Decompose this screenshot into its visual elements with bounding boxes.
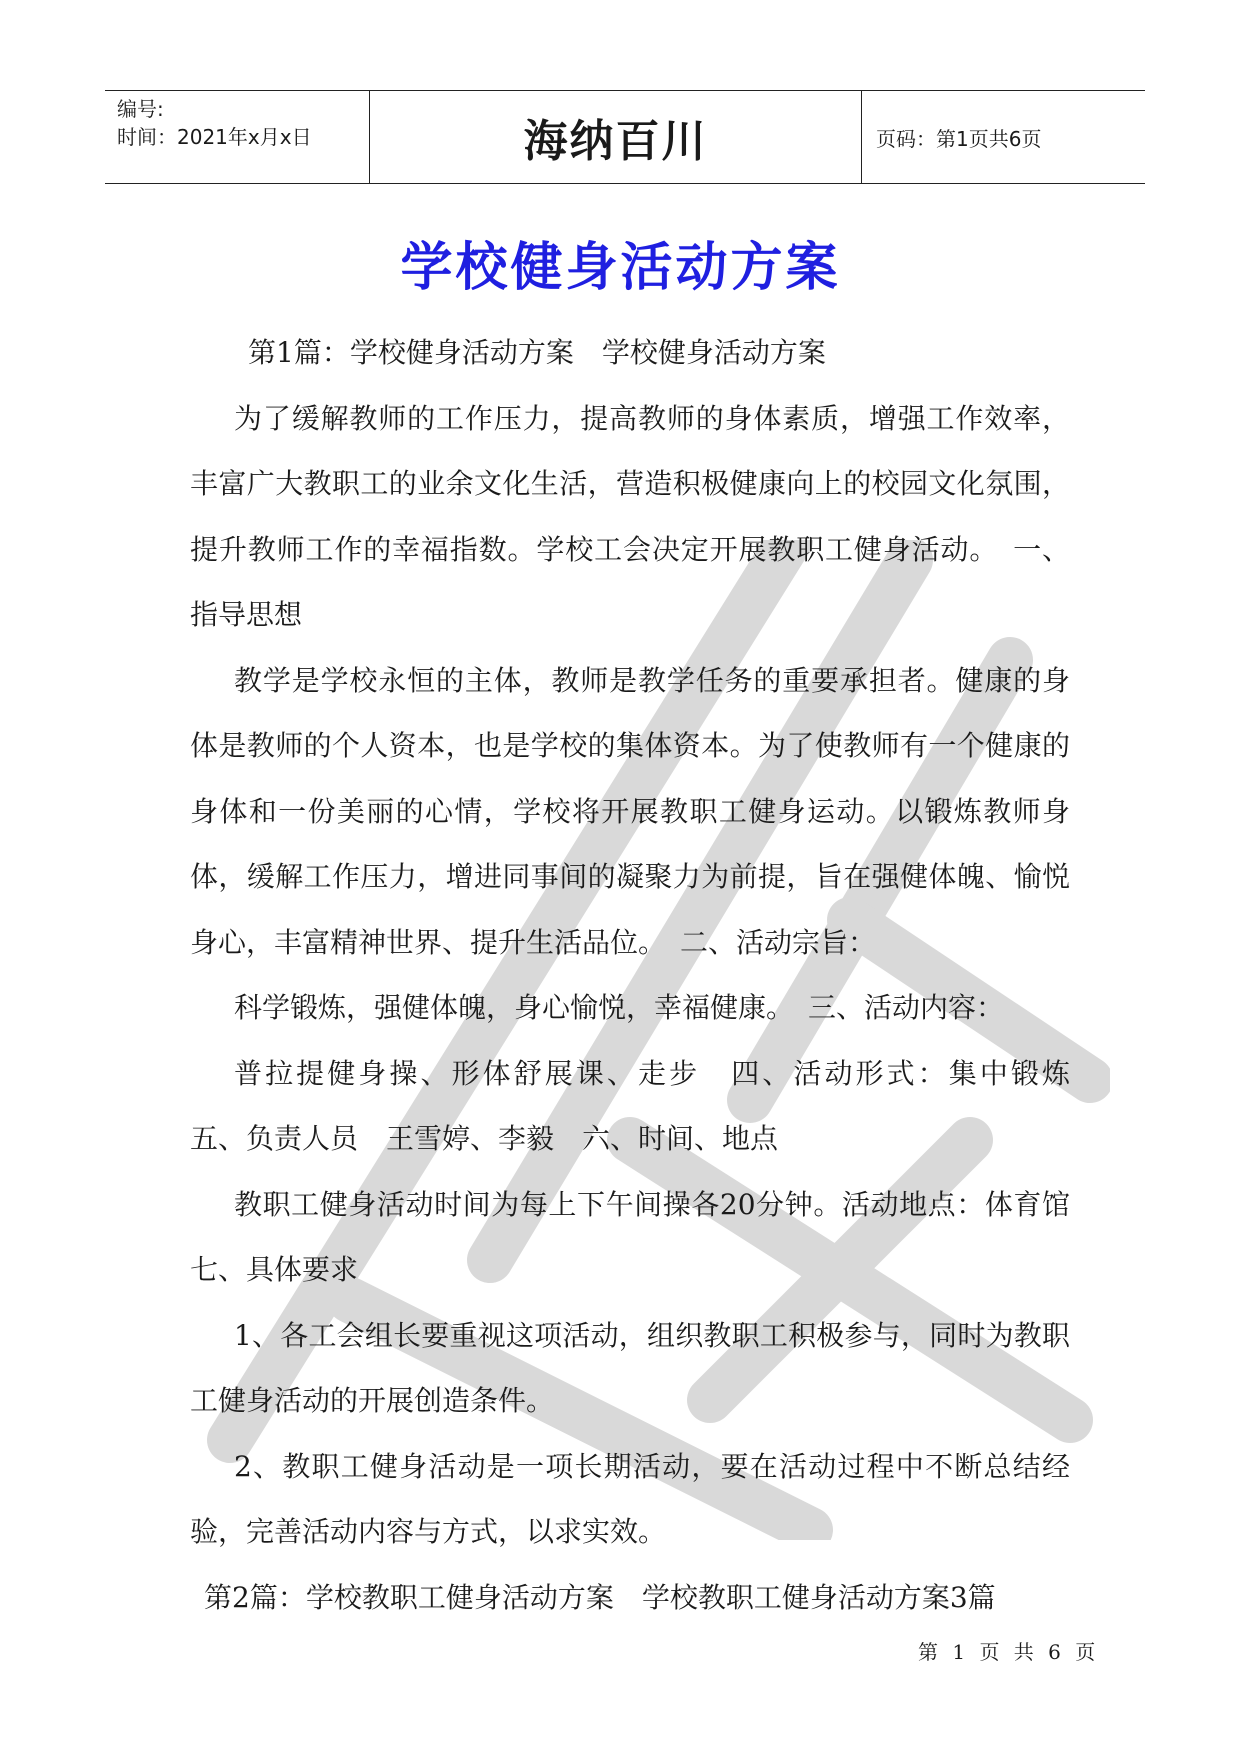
paragraph: 教职工健身活动时间为每上下午间操各20分钟。活动地点：体育馆 七、具体要求 [190,1187,1099,1286]
section-heading-2: 第2篇：学校教职工健身活动方案 学校教职工健身活动方案3篇 [204,1580,996,1614]
paragraph: 为了缓解教师的工作压力，提高教师的身体素质，增强工作效率，丰富广大教职工的业余文化生活，营造积极健康向上的校园文化氛围，提升教师工作的幸福指数。学校工会决定开展教职工健身活动。 一、指导思想 [190,401,1070,631]
header-table [105,90,1145,184]
header-left-cell [105,91,370,183]
header-page-info: 页码：第1页共6页 [876,126,1042,151]
page-footer: 第 1 页 共 6 页 [918,1640,1100,1664]
paragraph: 2、教职工健身活动是一项长期活动，要在活动过程中不断总结经验，完善活动内容与方式，以求实效。 [190,1449,1070,1548]
number-label: 编号: [117,97,164,121]
paragraph: 普拉提健身操、形体舒展课、走步 四、活动形式：集中锻炼 五、负责人员 王雪婷、李毅 六、时间、地点 [190,1056,1099,1155]
time-label: 时间：2021年x月x日 [117,125,312,149]
document-title: 学校健身活动方案 [400,237,841,298]
paragraph: 科学锻炼，强健体魄，身心愉悦，幸福健康。 三、活动内容： [234,991,1005,1024]
section-heading-1: 第1篇：学校健身活动方案 学校健身活动方案 [248,336,826,369]
paragraph: 1、各工会组长要重视这项活动，组织教职工积极参与，同时为教职工健身活动的开展创造条件。 [190,1318,1070,1417]
paragraph: 教学是学校永恒的主体，教师是教学任务的重要承担者。健康的身体是教师的个人资本，也是学校的集体资本。为了使教师有一个健康的身体和一份美丽的心情，学校将开展教职工健身运动。以锻炼教师身体，缓解工作压力，增进同事间的凝聚力为前提，旨在强健体魄、愉悦身心，丰富精神世界、提升生活品位。 二、活动宗旨： [190,663,1070,959]
document-body [190,320,1099,1630]
header-center-title: 海纳百川 [370,91,862,183]
